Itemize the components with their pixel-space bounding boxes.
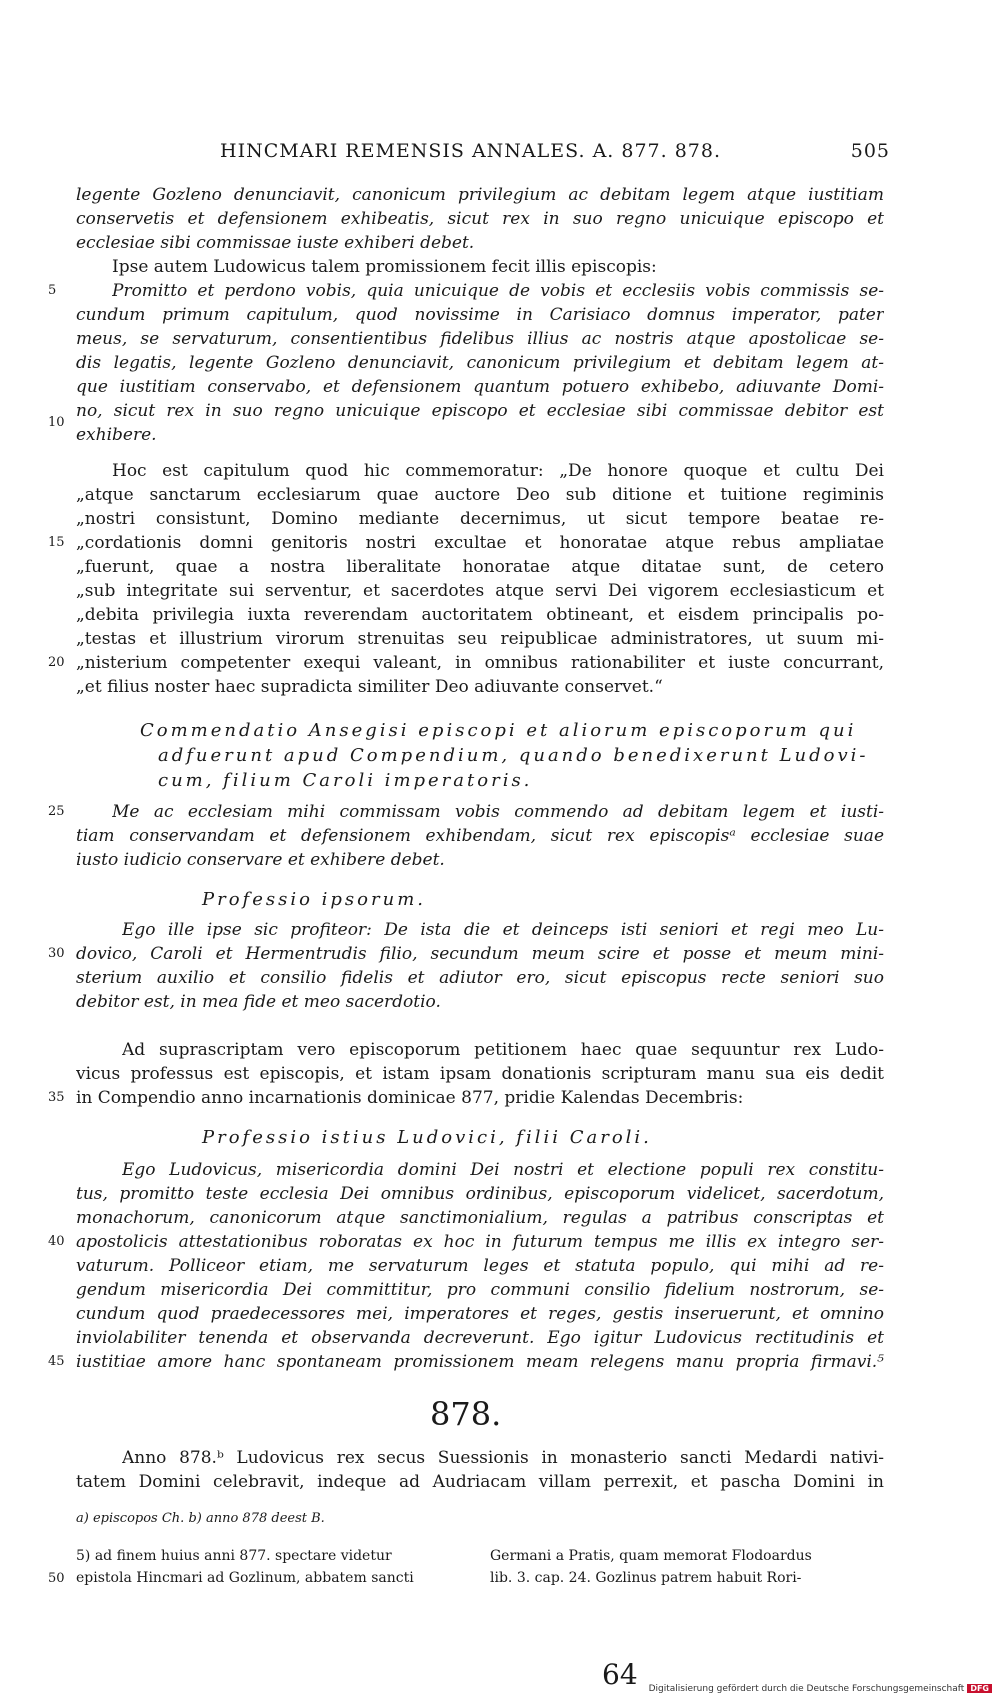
text-line: „et filius noster haec supradicta similiter Deo adiuvante conservet.“ xyxy=(76,677,663,697)
text-line: ecclesiae sibi commissae iuste exhiberi debet. xyxy=(76,233,475,253)
text-line: Me ac ecclesiam mihi commissam vobis commendo ad debitam legem et iusti- xyxy=(112,802,884,822)
text-line: Ego ille ipse sic profiteor: De ista die et deinceps isti seniori et regi meo Lu- xyxy=(122,920,884,940)
text-line: iustitiae amore hanc spontaneam promissionem meam relegens manu propria firmavi.⁵ xyxy=(76,1352,884,1372)
line-number: 40 xyxy=(48,1234,65,1249)
line-number: 5 xyxy=(48,283,57,298)
heading-line: cum, filium Caroli imperatoris. xyxy=(158,770,533,791)
text-line: meus, se servaturum, consentientibus fidelibus illius ac nostris atque apostolicae se- xyxy=(76,329,884,349)
running-title: HINCMARI REMENSIS ANNALES. A. 877. 878. xyxy=(220,140,722,162)
text-line: Ipse autem Ludowicus talem promissionem fecit illis episcopis: xyxy=(112,257,657,277)
text-line: „testas et illustrium virorum strenuitas seu reipublicae administratores, ut suum mi- xyxy=(76,629,884,649)
line-number: 50 xyxy=(48,1571,65,1586)
footnote-line: 5) ad finem huius anni 877. spectare videtur xyxy=(76,1548,392,1564)
text-line: exhibere. xyxy=(76,425,157,445)
line-number: 20 xyxy=(48,655,65,670)
text-line: „debita privilegia iuxta reverendam auctoritatem obtineant, et eisdem principalis po- xyxy=(76,605,884,625)
text-line: cundum primum capitulum, quod novissime in Carisiaco domnus imperator, pater xyxy=(76,305,884,325)
text-line: conservetis et defensionem exhibeatis, sicut rex in suo regno unicuique episcopo et xyxy=(76,209,884,229)
year-heading: 878. xyxy=(430,1395,502,1433)
promise-paragraph xyxy=(76,279,884,447)
text-line: legente Gozleno denunciavit, canonicum privilegium ac debitam legem atque iustitiam xyxy=(76,185,884,205)
text-line: que iustitiam conservabo, et defensionem quantum potuero exhibebo, adiuvante Domi- xyxy=(76,377,884,397)
line-number: 45 xyxy=(48,1354,65,1369)
text-line: monachorum, canonicorum atque sanctimonialium, regulas a patribus conscriptas et xyxy=(76,1208,884,1228)
text-line: cundum quod praedecessores mei, imperatores et reges, gestis inseruerunt, et omnino xyxy=(76,1304,884,1324)
footnote-line: lib. 3. cap. 24. Gozlinus patrem habuit Rori- xyxy=(490,1570,802,1586)
text-line: „sub integritate sui serventur, et sacerdotes atque servi Dei vigorem ecclesiasticum et xyxy=(76,581,884,601)
text-line: inviolabiliter tenenda et observanda decreverunt. Ego igitur Ludovicus rectitudinis et xyxy=(76,1328,884,1348)
credit-text: Digitalisierung gefördert durch die Deutsche Forschungsgemeinschaft xyxy=(648,1684,965,1694)
text-line: debitor est, in mea fide et meo sacerdotio. xyxy=(76,992,441,1012)
continuation-paragraph xyxy=(76,183,884,255)
text-line: tatem Domini celebravit, indeque ad Audriacam villam perrexit, et pascha Domini in xyxy=(76,1472,884,1492)
section-heading-professio: Professio ipsorum. xyxy=(202,889,426,910)
text-line: dis legatis, legente Gozleno denunciavit, canonicum privilegium et debitam legem at- xyxy=(76,353,884,373)
ludovicus-promise-paragraph xyxy=(76,1158,884,1374)
line-number: 35 xyxy=(48,1090,65,1105)
line-number: 15 xyxy=(48,535,65,550)
dfg-logo-icon: DFG xyxy=(967,1684,992,1693)
text-line: gendum misericordia Dei committitur, pro communi consilio fidelium nostrorum, se- xyxy=(76,1280,884,1300)
text-line: tus, promitto teste ecclesia Dei omnibus ordinibus, episcoporum videlicet, sacerdotum, xyxy=(76,1184,884,1204)
intro-paragraph xyxy=(112,255,884,279)
footnote-right-column xyxy=(490,1545,886,1589)
text-line: in Compendio anno incarnationis dominicae 877, pridie Kalendas Decembris: xyxy=(76,1088,744,1108)
text-line: Promitto et perdono vobis, quia unicuique de vobis et ecclesiis vobis commissis se- xyxy=(112,281,884,301)
line-number: 25 xyxy=(48,804,65,819)
text-line: „fuerunt, quae a nostra liberalitate honoratae atque ditatae sunt, de cetero xyxy=(76,557,884,577)
text-line: Anno 878.ᵇ Ludovicus rex secus Suessionis in monasterio sancti Medardi nativi- xyxy=(122,1448,884,1468)
signature-mark: 64 xyxy=(602,1658,638,1691)
professio-paragraph xyxy=(76,918,884,1014)
text-line: Ad suprascriptam vero episcoporum petitionem haec quae sequuntur rex Ludo- xyxy=(122,1040,884,1060)
page-number: 505 xyxy=(850,140,890,162)
text-line: sterium auxilio et consilio fidelis et adiutor ero, sicut episcopus recte seniori suo xyxy=(76,968,884,988)
commendatio-paragraph xyxy=(76,800,884,872)
text-line: „nisterium competenter exequi valeant, in omnibus rationabiliter et iuste concurrant, xyxy=(76,653,884,673)
heading-line: adfuerunt apud Compendium, quando benedixerunt Ludovi- xyxy=(158,745,869,766)
text-line: iusto iudicio conservare et exhibere debet. xyxy=(76,850,445,870)
section-heading-professio-ludovici: Professio istius Ludovici, filii Caroli. xyxy=(202,1127,652,1148)
text-line: dovico, Caroli et Hermentrudis filio, secundum meum scire et posse et meum mini- xyxy=(76,944,884,964)
footnote-line: epistola Hincmari ad Gozlinum, abbatem sancti xyxy=(76,1570,414,1586)
text-line: „atque sanctarum ecclesiarum quae auctore Deo sub ditione et tuitione regiminis xyxy=(76,485,884,505)
apparatus-criticus: a) episcopos Ch. b) anno 878 deest B. xyxy=(76,1511,325,1526)
text-line: no, sicut rex in suo regno unicuique episcopo et ecclesiae sibi commissae debitor est xyxy=(76,401,884,421)
footnote-line: Germani a Pratis, quam memorat Flodoardus xyxy=(490,1548,812,1564)
section-heading-commendatio xyxy=(140,718,869,793)
year-878-paragraph xyxy=(76,1446,884,1494)
narrative-paragraph xyxy=(76,1038,884,1110)
line-number: 10 xyxy=(48,415,65,430)
running-head xyxy=(220,140,890,162)
text-line: tiam conservandam et defensionem exhibendam, sicut rex episcopisᵃ ecclesiae suae xyxy=(76,826,884,846)
footnote-left-column xyxy=(76,1545,472,1589)
text-line: Ego Ludovicus, misericordia domini Dei nostri et electione populi rex constitu- xyxy=(122,1160,884,1180)
digitization-credit xyxy=(649,1684,992,1694)
text-line: vaturum. Polliceor etiam, me servaturum leges et statuta populo, qui mihi ad re- xyxy=(76,1256,884,1276)
text-line: vicus professus est episcopis, et istam ipsam donationis scripturam manu sua eis dedit xyxy=(76,1064,884,1084)
text-line: „nostri consistunt, Domino mediante decernimus, ut sicut tempore beatae re- xyxy=(76,509,884,529)
heading-line: Commendatio Ansegisi episcopi et aliorum episcoporum qui xyxy=(140,720,857,741)
line-number: 30 xyxy=(48,946,65,961)
text-line: „cordationis domni genitoris nostri excultae et honoratae atque rebus ampliatae xyxy=(76,533,884,553)
text-line: apostolicis attestationibus roboratas ex hoc in futurum tempus me illis ex integro ser- xyxy=(76,1232,884,1252)
text-line: Hoc est capitulum quod hic commemoratur: „De honore quoque et cultu Dei xyxy=(112,461,884,481)
capitulum-paragraph xyxy=(76,459,884,699)
